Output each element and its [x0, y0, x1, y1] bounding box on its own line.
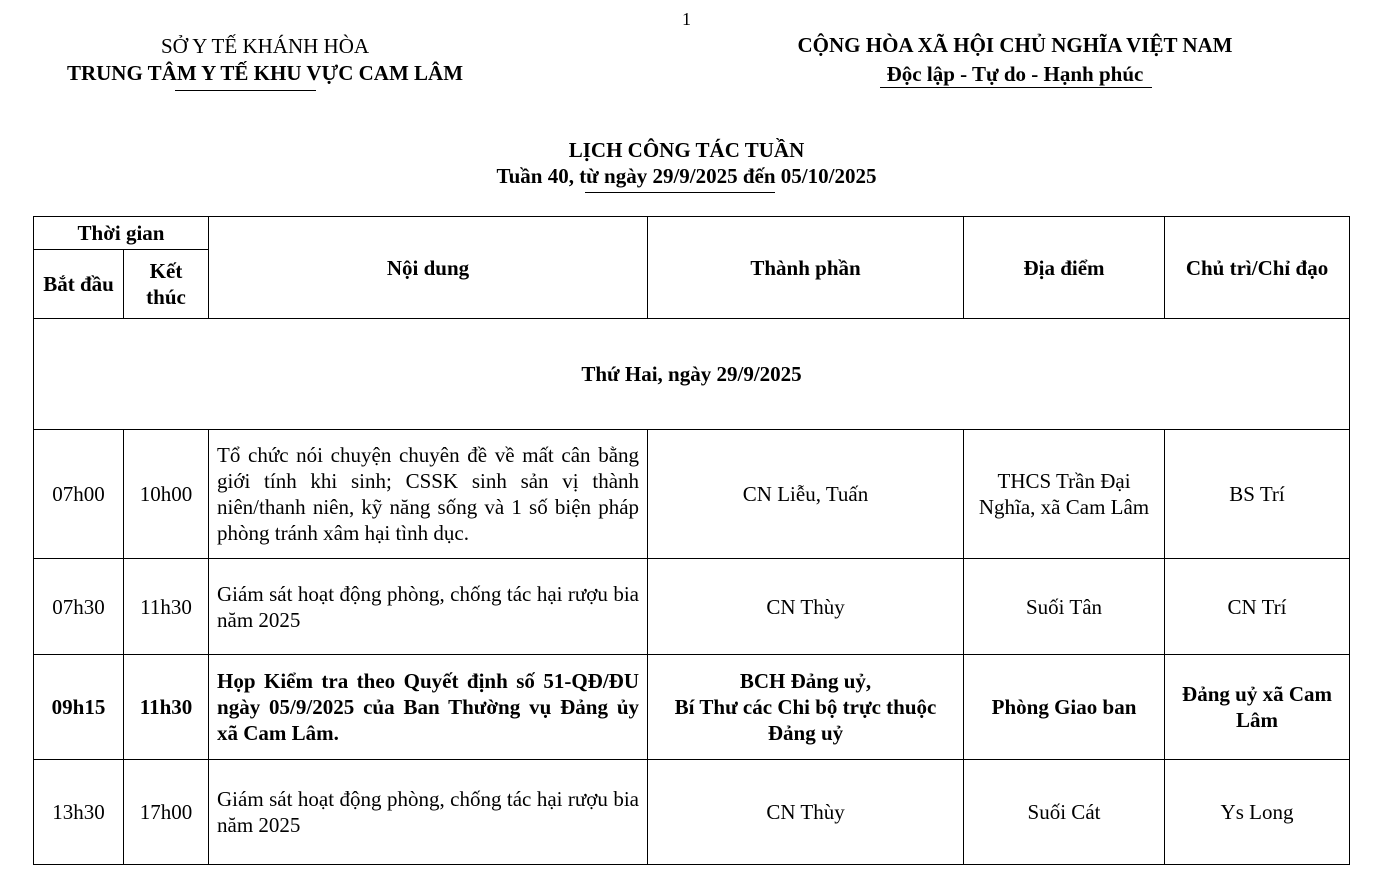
document-title	[0, 137, 1373, 189]
header-time: Thời gian	[34, 217, 209, 250]
header-location: Địa điểm	[964, 217, 1165, 319]
center-underline	[175, 90, 316, 91]
header-start: Bắt đầu	[34, 250, 124, 319]
header-participants: Thành phần	[648, 217, 964, 319]
start-time: 07h30	[34, 559, 124, 655]
activity-content: Tổ chức nói chuyện chuyên đề về mất cân bằng giới tính khi sinh; CSSK sinh sản vị thành niên/thanh niên, kỹ năng sống và 1 số biện pháp phòng tránh xâm hại tình dục.	[209, 430, 648, 559]
start-time: 09h15	[34, 655, 124, 760]
title-sub: Tuần 40, từ ngày 29/9/2025 đến 05/10/2025	[496, 164, 877, 188]
header-end: Kết thúc	[124, 250, 209, 319]
start-time: 13h30	[34, 760, 124, 865]
end-time: 17h00	[124, 760, 209, 865]
participants: CN Liễu, Tuấn	[648, 430, 964, 559]
motto-underline	[880, 87, 1152, 88]
location: Suối Tân	[964, 559, 1165, 655]
end-time: 11h30	[124, 559, 209, 655]
participants: CN Thùy	[648, 760, 964, 865]
department-name: SỞ Y TẾ KHÁNH HÒA	[160, 34, 370, 58]
schedule-table	[33, 216, 1350, 865]
end-time: 10h00	[124, 430, 209, 559]
chair: Ys Long	[1165, 760, 1350, 865]
chair: BS Trí	[1165, 430, 1350, 559]
day-label: Thứ Hai, ngày 29/9/2025	[34, 319, 1350, 430]
participants-line: Bí Thư các Chi bộ trực thuộc Đảng uỷ	[674, 695, 937, 745]
activity-content: Giám sát hoạt động phòng, chống tác hại rượu bia năm 2025	[209, 760, 648, 865]
participants	[648, 655, 964, 760]
title-main: LỊCH CÔNG TÁC TUẦN	[568, 138, 805, 162]
table-row	[34, 430, 1350, 559]
header-content: Nội dung	[209, 217, 648, 319]
activity-content: Họp Kiểm tra theo Quyết định số 51-QĐ/ĐU ngày 05/9/2025 của Ban Thường vụ Đảng ủy xã Cam Lâm.	[209, 655, 648, 760]
location: Phòng Giao ban	[964, 655, 1165, 760]
day-row	[34, 319, 1350, 430]
header-row-top	[34, 217, 1350, 250]
header-left	[30, 33, 500, 87]
end-time: 11h30	[124, 655, 209, 760]
activity-content: Giám sát hoạt động phòng, chống tác hại rượu bia năm 2025	[209, 559, 648, 655]
start-time: 07h00	[34, 430, 124, 559]
header-right	[750, 31, 1280, 89]
location: Suối Cát	[964, 760, 1165, 865]
country-name: CỘNG HÒA XÃ HỘI CHỦ NGHĨA VIỆT NAM	[797, 33, 1233, 57]
national-motto: Độc lập - Tự do - Hạnh phúc	[886, 62, 1144, 86]
location: THCS Trần Đại Nghĩa, xã Cam Lâm	[964, 430, 1165, 559]
table-row	[34, 655, 1350, 760]
header-chair: Chủ trì/Chỉ đạo	[1165, 217, 1350, 319]
table-row	[34, 760, 1350, 865]
chair: CN Trí	[1165, 559, 1350, 655]
participants: CN Thùy	[648, 559, 964, 655]
center-name: TRUNG TÂM Y TẾ KHU VỰC CAM LÂM	[66, 61, 464, 85]
chair: Đảng uỷ xã Cam Lâm	[1165, 655, 1350, 760]
title-underline	[585, 192, 775, 193]
table-row	[34, 559, 1350, 655]
page-number: 1	[682, 9, 691, 29]
participants-line: BCH Đảng uỷ,	[739, 669, 872, 693]
